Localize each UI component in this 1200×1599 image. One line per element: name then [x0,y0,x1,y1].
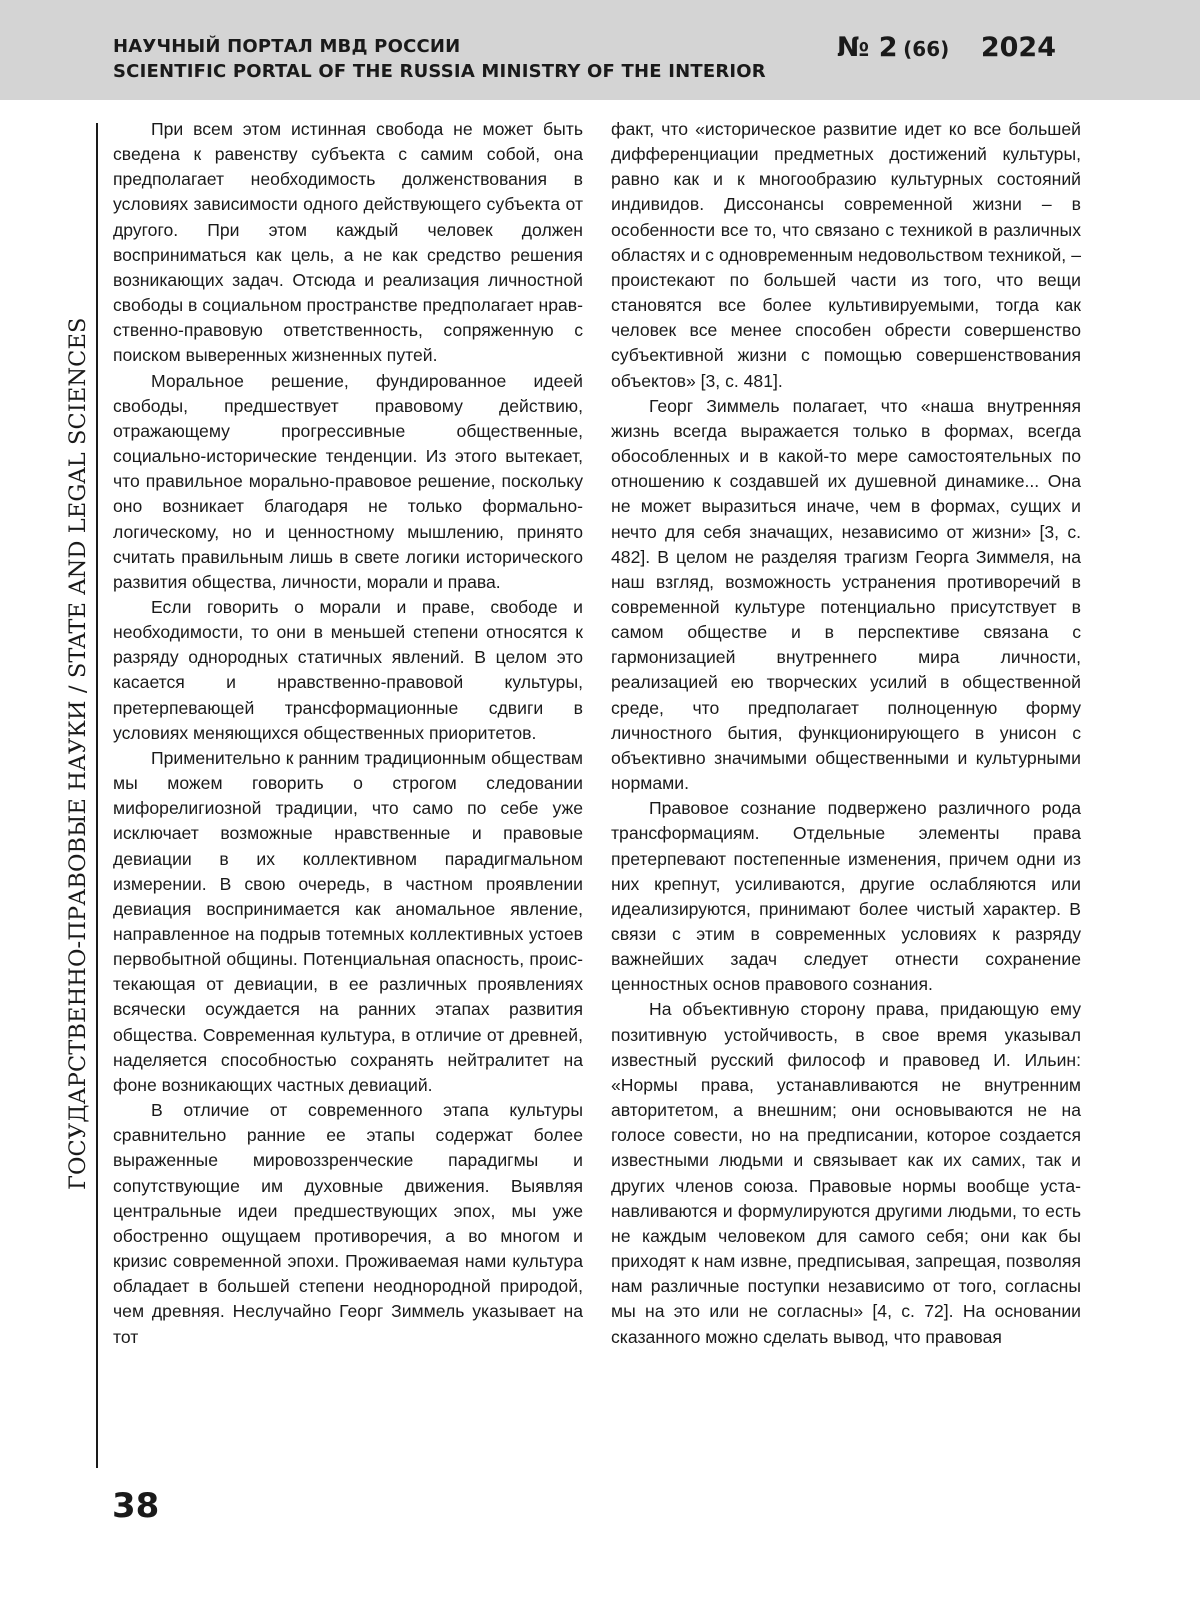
issue-number: № 2 [836,32,898,63]
paragraph: Применительно к ранним традиционным обществам мы можем говорить о строгом следовании мифорелигиозной традиции, что само по себе уже исключает возможные нравственные и правовые девиации в их коллективном парадигмальном измерении. В свою очередь, в частном проявлении девиация воспринимается как аномальное явление, направленное на подрыв тотемных коллективных устоев первобытной общины. Потенциальная опасность, проистекающая от девиации, в ее различных проявлениях всячески осуждается на ранних этапах развития общества. Современная культура, в отличие от древней, наделяется способностью сохранять нейтралитет на фоне возникающих частных девиаций. [113,747,583,1095]
paragraph: Моральное решение, фундированное идеей свободы, предшествует правовому действию, отражающему прогрессивные общественные, социально-исторические тенденции. Из этого вытекает, что правильное морально-правовое решение, поскольку оно возникает благодаря не только формально-логическому, но и ценностному мышлению, принято считать правильным лишь в свете логики исторического развития общества, личности, морали и права. [113,370,583,592]
section-label: ГОСУДАРСТВЕННО-ПРАВОВЫЕ НАУКИ / STATE AND LEGAL SCIENCES [65,317,91,1190]
journal-title-en: SCIENTIFIC PORTAL OF THE RUSSIA MINISTRY OF THE INTERIOR [113,61,766,82]
paragraph: При всем этом истинная свобода не может быть сведена к равенству субъекта с самим собой, она предполагает необходимость долженствования в условиях зависимости одного действующего субъекта от другого. При этом каждый человек должен восприниматься как цель, а не как средство решения возникающих задач. Отсюда и реализация личностной свободы в социальном пространстве предполагает нравственно-правовую ответственность, сопряженную с поиском выверенных жизненных путей. [113,119,583,366]
paragraph: Правовое сознание подвержено различного рода трансформациям. Отдельные элементы права претерпевают постепенные изменения, причем одни из них крепнут, усиливаются, другие ослабляются или идеализируются, принимают более чистый характер. В связи с этим в современных условиях к разряду важнейших задач следует отнести сохранение ценностных основ правового сознания. [611,798,1081,995]
issue-info [837,32,1056,63]
paragraph: Если говорить о морали и праве, свободе и необходимости, то они в меньшей степени относятся к разряду однородных статичных явлений. В целом это касается и нравственно-правовой культуры, претерпевающей трансформационные сдвиги в условиях меняющихся общественных приоритетов. [113,596,583,743]
journal-title-ru: НАУЧНЫЙ ПОРТАЛ МВД РОССИИ [113,36,461,57]
journal-title [113,34,766,84]
side-divider [96,123,98,1468]
page-header [0,0,1200,100]
paragraph: Георг Зиммель полагает, что «наша внутренняя жизнь всегда выражается только в формах, всегда обособленных и в какой-то мере самостоятельных по отношению к создавшей их душевной динамике... Она не может выразиться иначе, чем в формах, сущих и нечто для себя значащих, независимо от жизни» [3, с. 482]. В целом не разделяя трагизм Георга Зиммеля, на наш взгляд, возможность устранения противоречий в современной культуре потенциально присутствует в самом обществе и в перспективе связана с гармонизацией внутреннего мира личности, реализацией ею творческих усилий в общественной среде, что предполагает полноценную форму личностного бытия, функционирующего в унисон с объективно значимыми общественными и культурными нормами. [611,395,1081,794]
issue-sub: (66) [903,37,950,61]
paragraph: На объективную сторону права, придающую ему позитивную устойчивость, в свое время указывал известный русский философ и правовед И. Ильин: «Нормы права, устанавливаются не внутренним авторитетом, а внешним; они основываются не на голосе совести, но на предписании, которое создается известными людьми и связывает как их самих, так и других членов союза. Правовые нормы вообще устанавливаются и формулируются другими людьми, то есть не каждым человеком для самого себя; они как бы приходят к нам извне, предписывая, запрещая, позволяя нам различные поступки независимо от того, согласны мы на это или не согласны» [4, с. 72]. На основании сказанного можно сделать вывод, что правовая [611,999,1081,1347]
right-column [611,117,1081,1350]
paragraph: В отличие от современного этапа культуры сравнительно ранние ее этапы содержат более выраженные мировоззренческие парадигмы и сопутствующие им духовные движения. Выявляя центральные идеи предшествующих эпох, мы уже обостренно ощущаем противоречия, а во многом и кризис современной эпохи. Проживаемая нами культура обладает в большей степени неоднородной природой, чем древняя. Неслучайно Георг Зиммель указывает на тот [113,1100,583,1347]
page-number: 38 [112,1486,160,1526]
left-column [113,117,583,1350]
paragraph: факт, что «историческое развитие идет ко все большей дифференциации предметных достижений культуры, равно как и к многообразию культурных состояний индивидов. Диссонансы современной жизни – в особенности все то, что связано с техникой в различных областях и с одновременным недовольством техникой, – проистекают по большей части из того, что вещи становятся все более культивируемыми, тогда как человек все менее способен обрести совершенство субъективной жизни с помощью совершенствования объектов» [3, с. 481]. [611,119,1081,391]
issue-year: 2024 [980,32,1056,63]
